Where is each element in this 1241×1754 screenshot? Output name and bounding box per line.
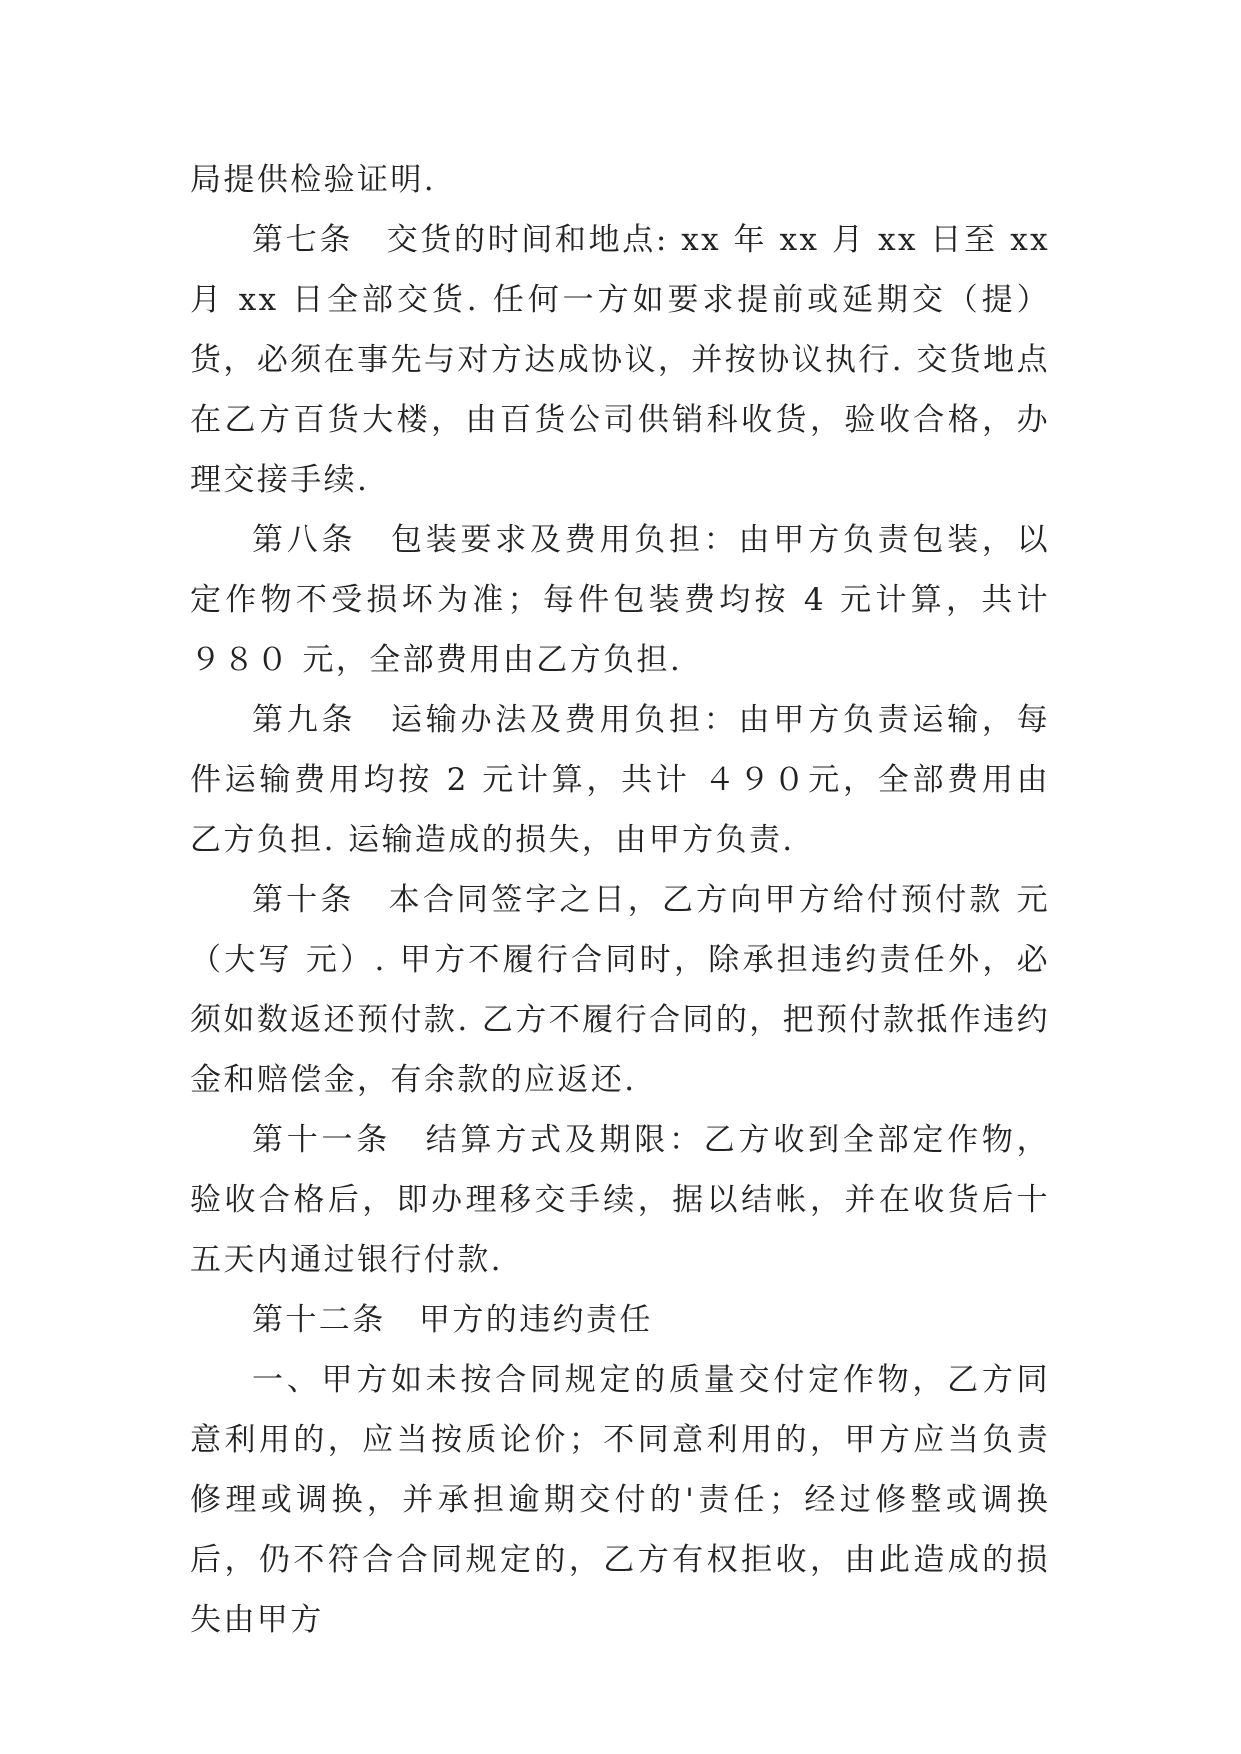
paragraph-article-12-heading: 第十二条 甲方的违约责任 [252,1302,653,1338]
paragraph-article-7: 第七条 交货的时间和地点: xx 年 xx 月 xx 日至 xx 月 xx 日全部交货. 任何一方如要求提前或延期交（提）货，必须在事先与对方达成协议，并按协议执行. 交货地点在乙方百货大楼，由百货公司供销科收货，验收合格，办理交接手续. [190,222,1050,498]
paragraph-article-8: 第八条 包装要求及费用负担：由甲方负责包装，以定作物不受损坏为准；每件包装费均按 4 元计算，共计 ９８０ 元，全部费用由乙方负担. [190,522,1050,678]
paragraph-article-12-item-1: 一、甲方如未按合同规定的质量交付定作物，乙方同意利用的，应当按质论价；不同意利用的，甲方应当负责修理或调换，并承担逾期交付的'责任；经过修整或调换后，仍不符合合同规定的，乙方有权拒收，由此造成的损失由甲方 [190,1362,1050,1638]
paragraph-article-11: 第十一条 结算方式及期限：乙方收到全部定作物，验收合格后，即办理移交手续，据以结帐，并在收货后十五天内通过银行付款. [190,1122,1050,1278]
paragraph-continuation: 局提供检验证明. [190,162,437,198]
paragraph-article-9: 第九条 运输办法及费用负担：由甲方负责运输，每件运输费用均按 2 元计算，共计 ４９０元，全部费用由乙方负担. 运输造成的损失，由甲方负责. [190,702,1050,858]
paragraph-article-10: 第十条 本合同签字之日，乙方向甲方给付预付款 元（大写 元）. 甲方不履行合同时，除承担违约责任外，必须如数返还预付款. 乙方不履行合同的，把预付款抵作违约金和赔偿金，有余款的应返还. [190,882,1050,1098]
contract-body [190,150,1050,1650]
